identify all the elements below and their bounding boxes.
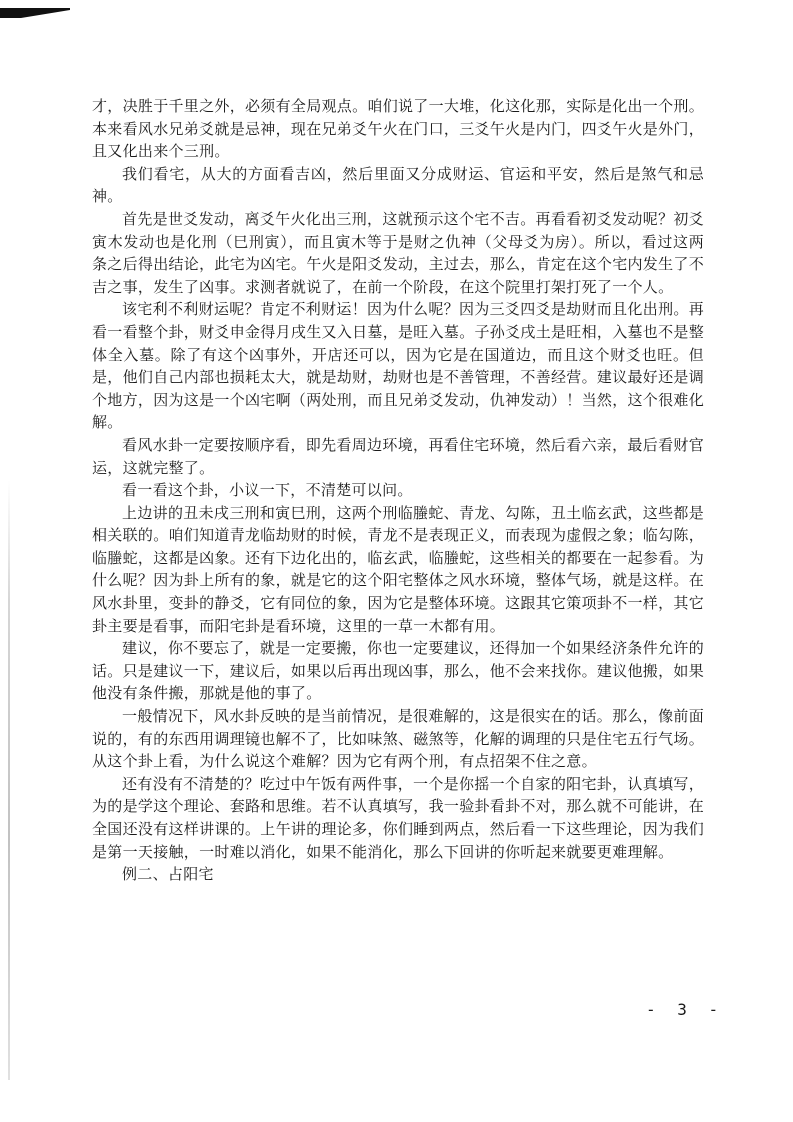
scan-edge-shadow bbox=[8, 480, 10, 1080]
paragraph: 一般情况下，风水卦反映的是当前情况，是很难解的，这是很实在的话。那么，像前面说的，有的东西用调理镜也解不了，比如味煞、磁煞等，化解的调理的只是住宅五行气场。从这个卦上看，为什么说这个难解？因为它有两个刑，有点招架不住之意。 bbox=[92, 707, 705, 771]
paragraph: 还有没有不清楚的？吃过中午饭有两件事，一个是你摇一个自家的阳宅卦，认真填写，为的是学这个理论、套路和思维。若不认真填写，我一验卦看卦不对，那么就不可能讲，在全国还没有这样讲课的。上午讲的理论多，你们睡到两点，然后看一下这些理论，因为我们是第一天接触，一时难以消化，如果不能消化，那么下回讲的你听起来就要更难理解。 bbox=[92, 774, 705, 861]
paragraph: 才，决胜于千里之外，必须有全局观点。咱们说了一大堆，化这化那，实际是化出一个刑。本来看风水兄弟爻就是忌神，现在兄弟爻午火在门口，三爻午火是内门，四爻午火是外门，且又化出来个三刑。 bbox=[92, 97, 705, 161]
paragraph: 建议，你不要忘了，就是一定要搬，你也一定要建议，还得加一个如果经济条件允许的话。只是建议一下，建议后，如果以后再出现凶事，那么，他不会来找你。建议他搬，如果他没有条件搬，那就是他的事了。 bbox=[92, 639, 705, 703]
paragraph: 该宅利不利财运呢？肯定不利财运！因为什么呢？因为三爻四爻是劫财而且化出刑。再看一看整个卦，财爻申金得月戌生又入日墓，是旺入墓。子孙爻戌土是旺相，入墓也不是整体全入墓。除了有这个凶事外，开店还可以，因为它是在国道边，而且这个财爻也旺。但是，他们自己内部也损耗太大，就是劫财，劫财也是不善管理，不善经营。建议最好还是调个地方，因为这是一个凶宅啊（两处刑，而且兄弟爻发动，仇神发动）！当然，这个很难化解。 bbox=[92, 300, 705, 432]
paragraph: 看一看这个卦，小议一下，不清楚可以问。 bbox=[122, 481, 413, 500]
document-body bbox=[92, 95, 704, 886]
paragraph: 首先是世爻发动，离爻午火化出三刑，这就预示这个宅不吉。再看看初爻发动呢？初爻寅木发动也是化刑（巳刑寅），而且寅木等于是财之仇神（父母爻为房）。所以，看过这两条之后得出结论，此宅为凶宅。午火是阳爻发动，主过去，那么，肯定在这个宅内发生了不吉之事，发生了凶事。求测者就说了，在前一个阶段，在这个院里打架打死了一个人。 bbox=[92, 209, 705, 296]
paragraph: 上边讲的丑未戌三刑和寅巳刑，这两个刑临螣蛇、青龙、勾陈，丑土临玄武，这些都是相关联的。咱们知道青龙临劫财的时候，青龙不是表现正义，而表现为虚假之象；临勾陈，临螣蛇，这都是凶象。还有下边化出的，临玄武，临螣蛇，这些相关的都要在一起参看。为什么呢？因为卦上所有的象，就是它的这个阳宅整体之风水环境，整体气场，就是这样。在风水卦里，变卦的静爻，它有同位的象，因为它是整体环境。这跟其它策项卦不一样，其它卦主要是看事，而阳宅卦是看环境，这里的一草一木都有用。 bbox=[92, 503, 705, 635]
scan-artifact bbox=[0, 8, 70, 18]
paragraph: 例二、占阳宅 bbox=[122, 865, 214, 884]
page-number: - 3 - bbox=[646, 1000, 725, 1019]
paragraph: 我们看宅，从大的方面看吉凶，然后里面又分成财运、官运和平安，然后是煞气和忌神。 bbox=[92, 164, 704, 206]
paragraph: 看风水卦一定要按顺序看，即先看周边环境，再看住宅环境，然后看六亲，最后看财官运，这就完整了。 bbox=[92, 435, 704, 477]
